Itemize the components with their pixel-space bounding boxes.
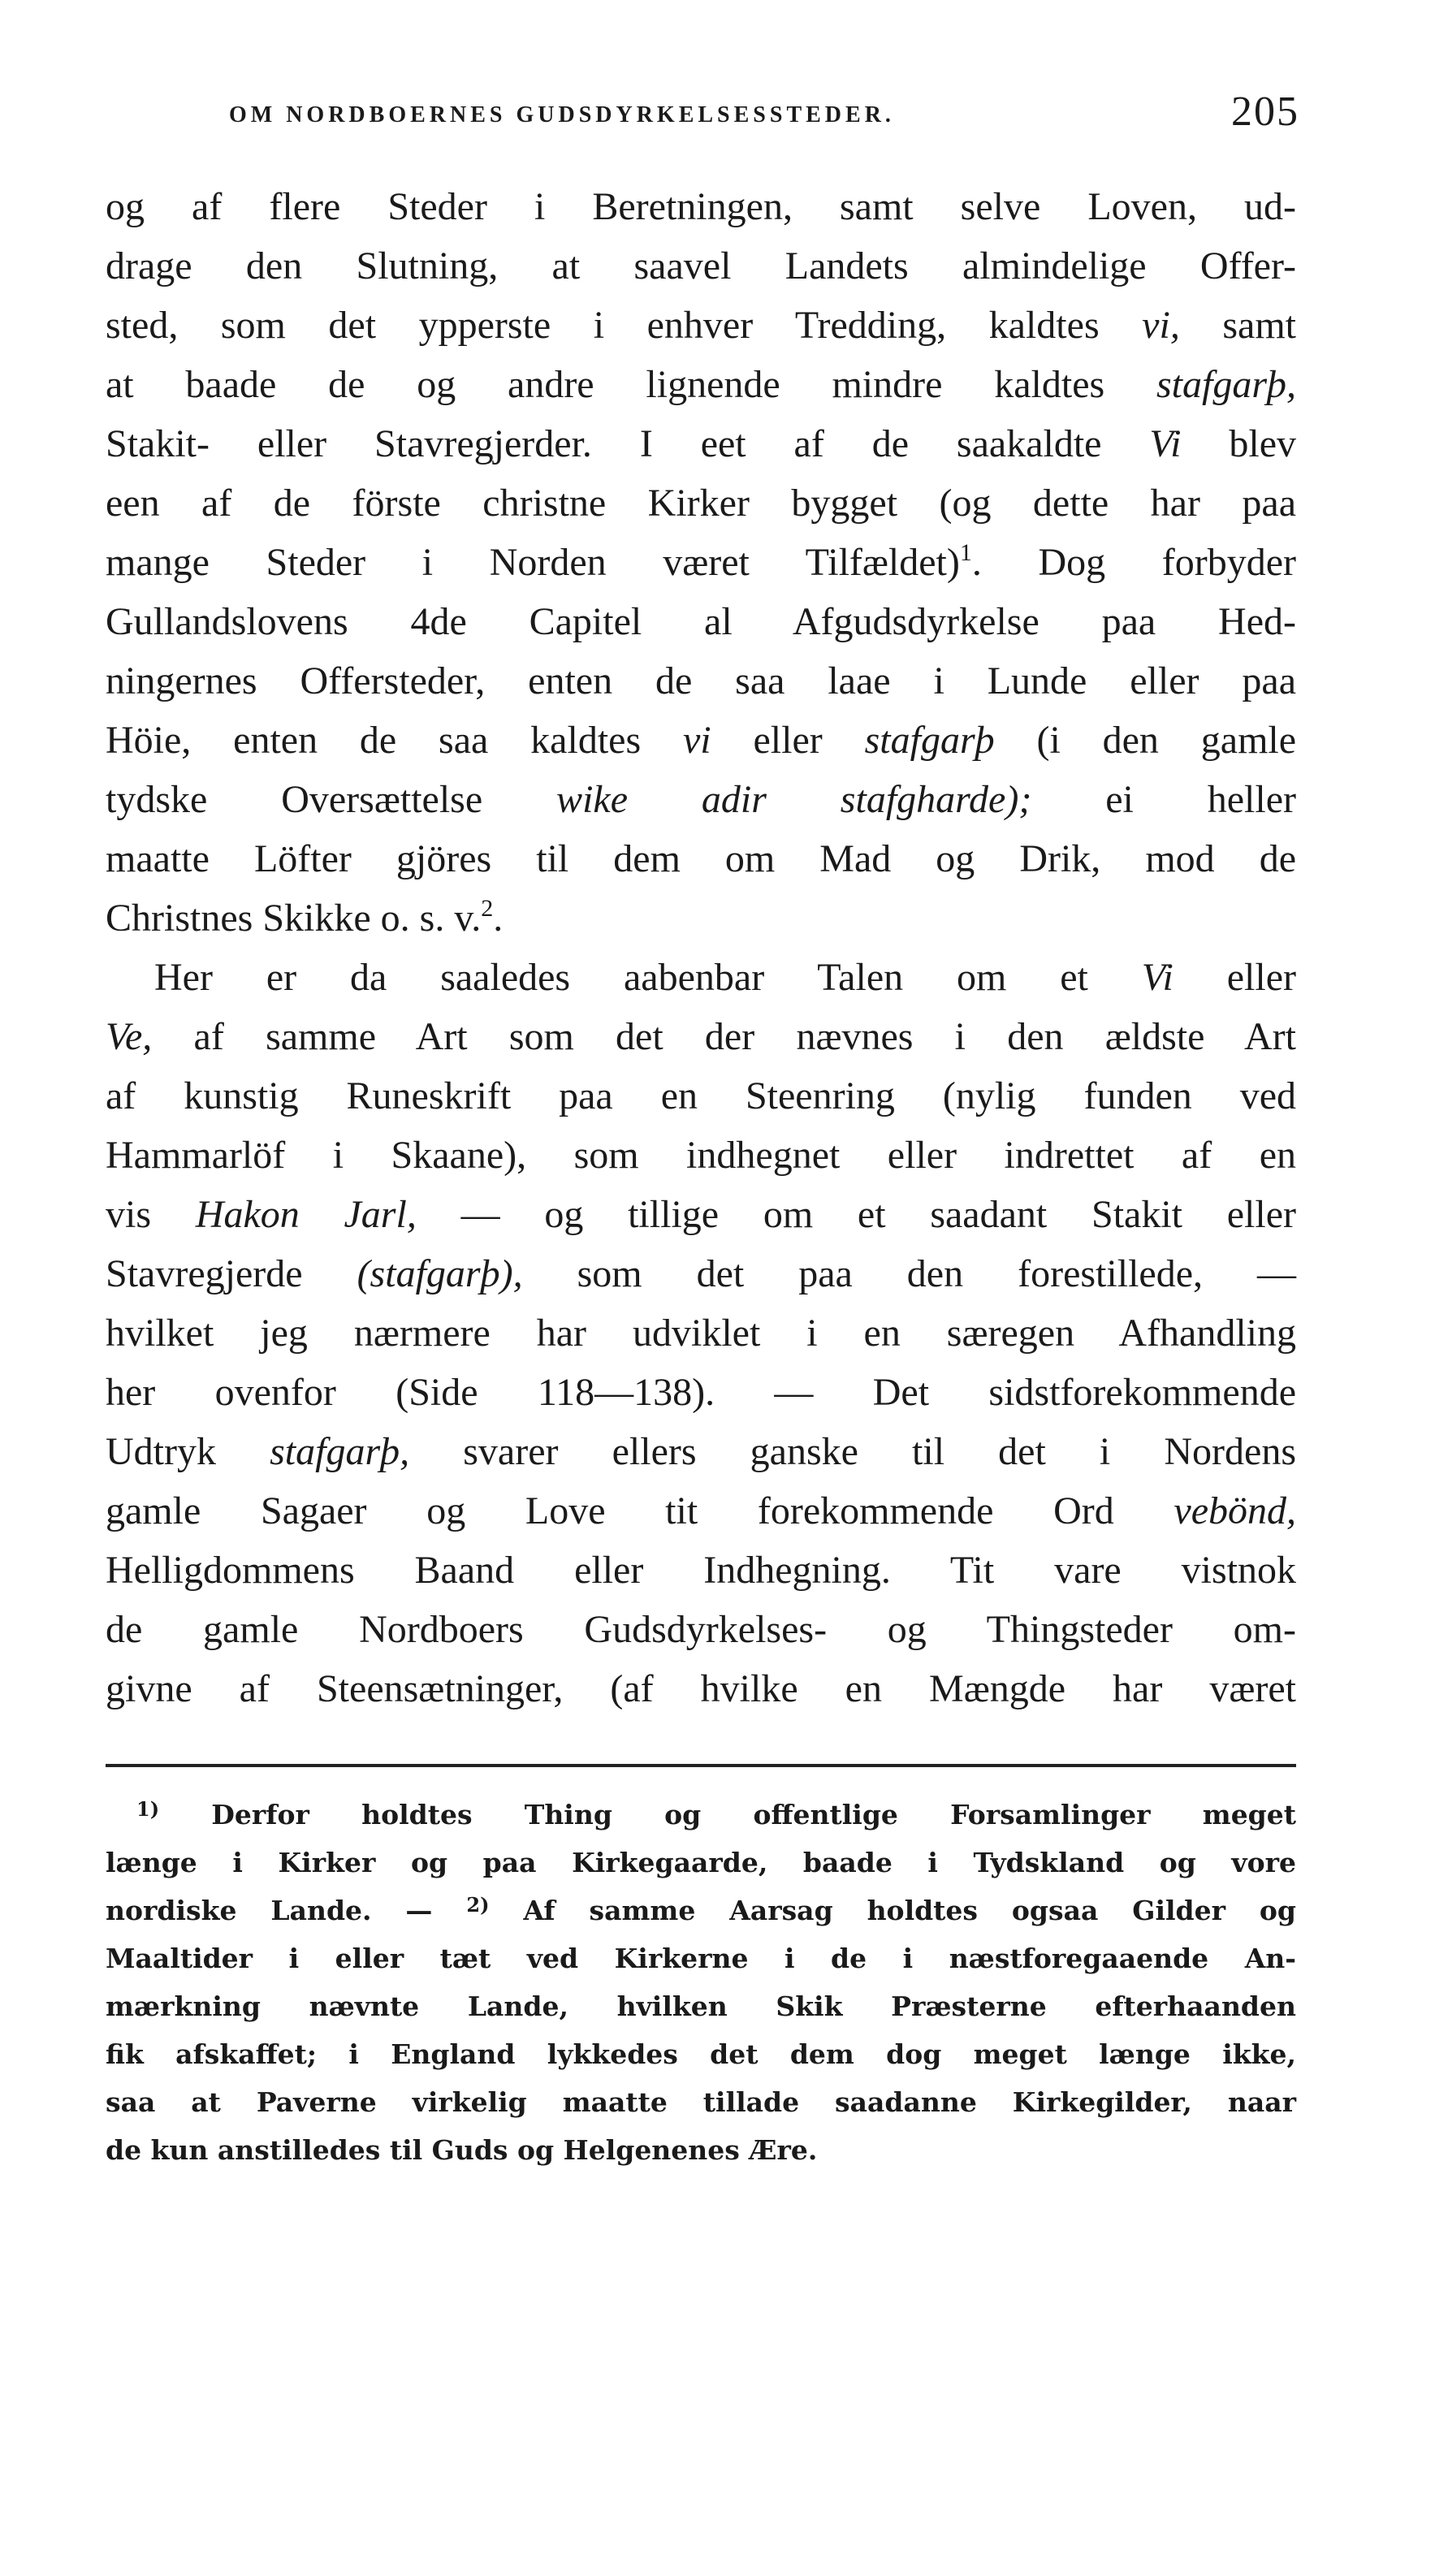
text-run: Derfor holdtes Thing og offentlige Forsamlinger meget: [211, 1799, 1296, 1830]
text-run: nordiske Lande. —: [106, 1895, 433, 1926]
text-line: [106, 533, 1296, 592]
text-line: [106, 1244, 1296, 1303]
text-run: Helligdommens Baand eller Indhegning. Tit vare vistnok: [106, 1549, 1296, 1592]
text-line: [106, 1363, 1296, 1422]
text-run: maatte Löfter gjöres til dem om Mad og Drik, mod de: [106, 837, 1296, 880]
footnote-line: [106, 1934, 1296, 1982]
text-run: tydske Oversættelse: [106, 778, 483, 821]
text-run: svarer ellers ganske til det i Nordens: [463, 1430, 1296, 1473]
text-line: [106, 1422, 1296, 1481]
footnote-ref: 2: [481, 895, 494, 922]
text-run: at baade de og andre lignende mindre kaldtes: [106, 363, 1105, 406]
text-line: [106, 355, 1296, 414]
text-line: [106, 829, 1296, 888]
italic-term: wike adir stafgharde);: [556, 778, 1032, 821]
text-run: .: [493, 897, 504, 940]
text-run: mange Steder i Norden været Tilfældet): [106, 541, 960, 584]
text-run: Af samme Aarsag holdtes ogsaa Gilder og: [523, 1895, 1296, 1926]
text-line: [106, 1541, 1296, 1600]
text-line: [106, 414, 1296, 473]
text-run: og af flere Steder i Beretningen, samt selve Loven, ud-: [106, 185, 1296, 228]
text-line: [106, 236, 1296, 296]
text-run: Maaltider i eller tæt ved Kirkerne i de i næstforegaaende An-: [106, 1943, 1296, 1974]
text-run: Udtryk: [106, 1430, 216, 1473]
text-line: [106, 177, 1296, 236]
text-run: Christnes Skikke o. s. v.: [106, 897, 482, 940]
text-line: [106, 1007, 1296, 1066]
text-line: [106, 473, 1296, 533]
footnote-line: [106, 2078, 1296, 2126]
text-line: [106, 1481, 1296, 1541]
text-run: hvilket jeg nærmere har udviklet i en særegen Afhandling: [106, 1312, 1296, 1355]
footnote-marker: 2): [466, 1893, 490, 1917]
running-title: OM NORDBOERNES GUDSDYRKELSESSTEDER.: [229, 102, 895, 128]
italic-term: stafgarþ,: [1156, 363, 1297, 406]
footnote-ref: 1: [959, 539, 972, 566]
footnote-line: [106, 2030, 1296, 2078]
text-line: [106, 1303, 1296, 1363]
text-run: Gullandslovens 4de Capitel al Afgudsdyrkelse paa Hed-: [106, 600, 1296, 643]
text-line: [106, 296, 1296, 355]
text-run: gamle Sagaer og Love tit forekommende Ord: [106, 1489, 1114, 1532]
text-run: givne af Steensætninger, (af hvilke en Mængde har været: [106, 1667, 1296, 1710]
italic-term: stafgarþ,: [270, 1430, 410, 1473]
text-line: [106, 1600, 1296, 1659]
text-run: . Dog forbyder: [971, 541, 1297, 584]
text-run: som det paa den forestillede, —: [577, 1252, 1297, 1295]
text-run: samt: [1222, 304, 1297, 347]
text-run: de gamle Nordboers Gudsdyrkelses- og Thingsteder om-: [106, 1608, 1296, 1651]
italic-term: Ve,: [106, 1015, 153, 1058]
text-run: mærkning nævnte Lande, hvilken Skik Præsterne efterhaanden: [106, 1990, 1296, 2022]
italic-term: Vi: [1149, 422, 1182, 465]
italic-term: vebönd,: [1174, 1489, 1296, 1532]
text-run: her ovenfor (Side 118—138). — Det sidstforekommende: [106, 1371, 1296, 1414]
italic-term: Hakon Jarl,: [195, 1193, 417, 1236]
italic-term: stafgarþ: [864, 719, 995, 762]
text-run: Hammarlöf i Skaane), som indhegnet eller indrettet af en: [106, 1134, 1296, 1177]
italic-term: Vi: [1141, 956, 1174, 999]
text-run: Her er da saaledes aabenbar Talen om et: [154, 956, 1088, 999]
text-run: ei heller: [1105, 778, 1297, 821]
text-run: af kunstig Runeskrift paa en Steenring (nylig funden ved: [106, 1074, 1296, 1117]
footnote-line: [106, 1982, 1296, 2030]
text-run: Höie, enten de saa kaldtes: [106, 719, 642, 762]
text-run: een af de förste christne Kirker bygget (og dette har paa: [106, 482, 1296, 525]
text-line: [106, 711, 1296, 770]
page-number: 205: [1231, 89, 1299, 135]
text-line: [106, 1126, 1296, 1185]
text-run: sted, som det ypperste i enhver Tredding, kaldtes: [106, 304, 1100, 347]
text-line: [106, 770, 1296, 829]
text-run: fik afskaffet; i England lykkedes det dem dog meget længe ikke,: [106, 2038, 1296, 2070]
text-run: blev: [1229, 422, 1296, 465]
text-run: drage den Slutning, at saavel Landets almindelige Offer-: [106, 244, 1296, 287]
text-run: de kun anstilledes til Guds og Helgenenes Ære.: [106, 2134, 818, 2166]
footnote-divider: [106, 1764, 1296, 1767]
text-line: [106, 888, 1296, 948]
footnote-line: [106, 2126, 1296, 2174]
footnote-marker: 1): [136, 1797, 160, 1821]
text-run: ningernes Offersteder, enten de saa laae i Lunde eller paa: [106, 659, 1296, 702]
text-line: [106, 1659, 1296, 1718]
italic-term: (stafgarþ),: [357, 1252, 523, 1295]
body-text: [106, 177, 1296, 1718]
italic-term: vi,: [1142, 304, 1180, 347]
footnote-line: [106, 1791, 1296, 1839]
text-run: eller: [1226, 956, 1297, 999]
text-run: eller: [753, 719, 823, 762]
footnote-line: [106, 1839, 1296, 1887]
text-run: Stavregjerde: [106, 1252, 303, 1295]
text-run: — og tillige om et saadant Stakit eller: [460, 1193, 1297, 1236]
text-run: saa at Paverne virkelig maatte tillade saadanne Kirkegilder, naar: [106, 2086, 1296, 2118]
text-run: af samme Art som det der nævnes i den ældste Art: [193, 1015, 1296, 1058]
footnote-line: [106, 1887, 1296, 1934]
text-line: [106, 1066, 1296, 1126]
italic-term: vi: [683, 719, 711, 762]
text-line: [106, 651, 1296, 711]
text-run: længe i Kirker og paa Kirkegaarde, baade i Tydskland og vore: [106, 1847, 1296, 1878]
text-line: [106, 592, 1296, 651]
text-run: vis: [106, 1193, 152, 1236]
text-run: (i den gamle: [1036, 719, 1297, 762]
running-head: [106, 88, 1299, 136]
text-run: Stakit- eller Stavregjerder. I eet af de saakaldte: [106, 422, 1102, 465]
text-line: [106, 948, 1296, 1007]
text-line: [106, 1185, 1296, 1244]
footnotes: [106, 1791, 1296, 2174]
